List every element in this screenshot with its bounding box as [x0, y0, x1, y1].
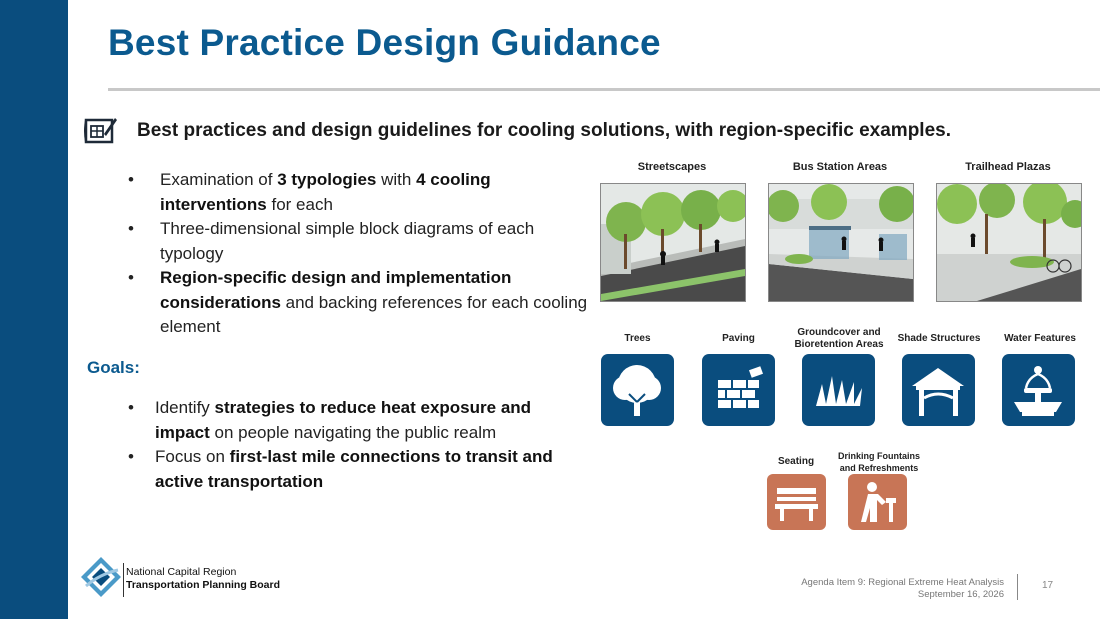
list-item: • Three-dimensional simple block diagrams of each typology: [128, 217, 588, 266]
page-title: Best Practice Design Guidance: [108, 22, 661, 63]
trailhead-plaza-illustration: [936, 183, 1082, 302]
goals-list: [128, 396, 588, 494]
streetscape-illustration: [600, 183, 746, 302]
drinking-fountain-icon: [848, 474, 907, 530]
tree-icon: [601, 354, 674, 426]
shade-structure-icon: [902, 354, 975, 426]
groundcover-icon: [802, 354, 875, 426]
paving-icon: [702, 354, 775, 426]
typology-label: Streetscapes: [637, 161, 707, 173]
intervention-label: Shade Structures: [897, 333, 981, 344]
footer-meta: Agenda Item 9: Regional Extreme Heat Analysis September 16, 2026: [801, 577, 1004, 600]
bus-station-illustration: [768, 183, 914, 302]
typology-label: Trailhead Plazas: [965, 161, 1051, 173]
bench-icon: [767, 474, 826, 530]
organization-name: National Capital Region Transportation Planning Board: [126, 566, 281, 591]
amenity-label: Drinking Fountains and Refreshments: [838, 451, 920, 473]
intervention-label: Water Features: [1004, 333, 1076, 344]
bullet-list: [128, 168, 588, 340]
blueprint-icon: [84, 114, 118, 146]
subheading: Best practices and design guidelines for cooling solutions, with region-specific examples.: [137, 120, 952, 141]
tpb-logo-icon: [80, 556, 122, 598]
list-item: • Identify strategies to reduce heat exposure and impact on people navigating the public realm: [128, 396, 588, 445]
list-item: • Examination of 3 typologies with 4 cooling interventions for each: [128, 168, 588, 217]
sidebar-band: [0, 0, 68, 619]
typology-label: Bus Station Areas: [792, 161, 888, 173]
intervention-label: Paving: [722, 333, 755, 344]
intervention-label: Groundcover and Bioretention Areas: [794, 327, 884, 350]
footer-divider: [1017, 574, 1018, 600]
page-number: 17: [1042, 580, 1054, 591]
amenity-label: Seating: [777, 456, 815, 467]
logo-divider: [123, 563, 124, 597]
list-item: • Region-specific design and implementation considerations and backing references for each cooling element: [128, 266, 588, 340]
intervention-label: Trees: [624, 333, 651, 344]
goals-heading: Goals:: [87, 358, 140, 377]
fountain-icon: [1002, 354, 1075, 426]
list-item: • Focus on first-last mile connections to transit and active transportation: [128, 445, 588, 494]
title-divider: [108, 88, 1100, 91]
